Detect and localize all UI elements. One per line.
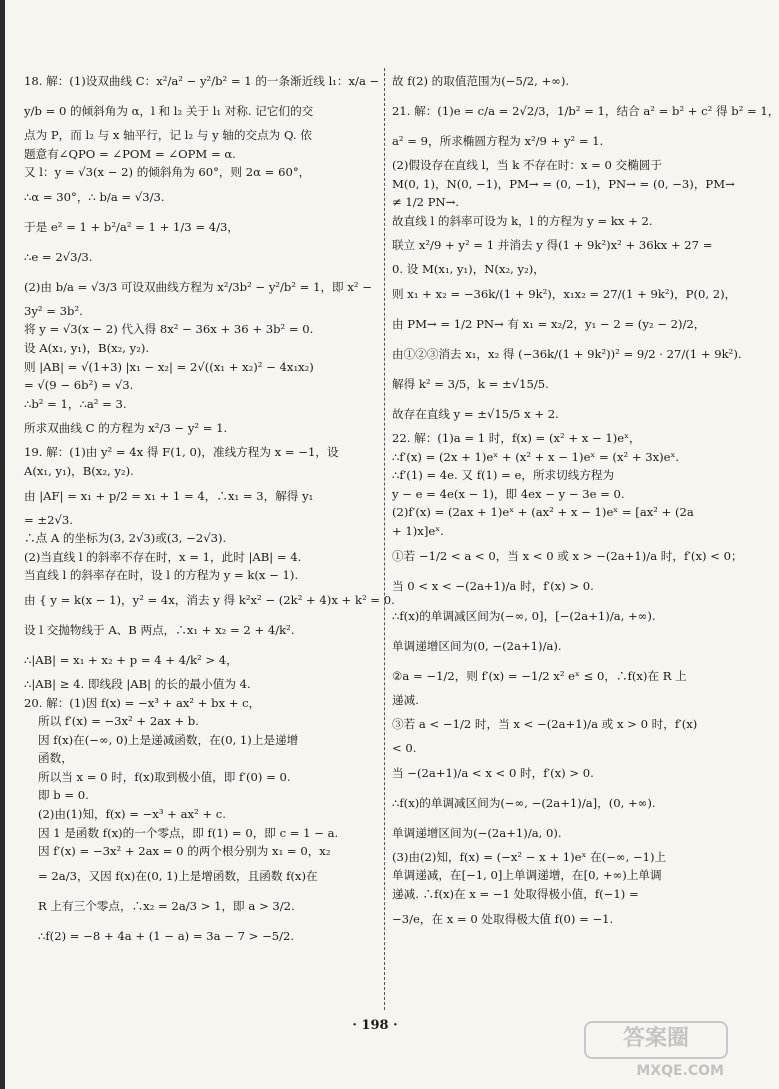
text-line: ③若 a < −1/2 时，当 x < −(2a+1)/a 或 x > 0 时，f′(x) <box>392 717 698 732</box>
text-line: 20. 解：(1)因 f(x) = −x³ + ax² + bx + c， <box>24 695 261 710</box>
text-line: ∴e = 2√3/3. <box>24 249 93 264</box>
text-line: (2)当直线 l 的斜率不存在时，x = 1，此时 |AB| = 4. <box>24 549 302 564</box>
text-line: (3)由(2)知，f(x) = (−x² − x + 1)eˣ 在(−∞, −1)上 <box>392 849 667 864</box>
text-line: 设 l 交抛物线于 A、B 两点，∴x₁ + x₂ = 2 + 4/k². <box>24 622 295 637</box>
text-line: ∴f(x)的单调减区间为(−∞, 0]，[−(2a+1)/a, +∞). <box>392 608 656 623</box>
text-line: + 1)x]eˣ. <box>392 523 444 538</box>
text-line: (2)由 b/a = √3/3 可设双曲线方程为 x²/3b² − y²/b² = 1，即 x² − <box>24 279 372 294</box>
text-line: < 0. <box>392 741 417 756</box>
text-line: 递减. <box>392 692 419 707</box>
text-line: 递减. ∴f(x)在 x = −1 处取得极小值，f(−1) = <box>392 886 639 901</box>
text-line: 3y² = 3b². <box>24 303 83 318</box>
text-line: ②a = −1/2，则 f′(x) = −1/2 x² eˣ ≤ 0，∴f(x)在 R 上 <box>392 668 687 683</box>
text-line: −3/e，在 x = 0 处取得极大值 f(0) = −1. <box>392 911 614 926</box>
text-line: 将 y = √3(x − 2) 代入得 8x² − 36x + 36 + 3b² = 0. <box>24 322 314 337</box>
text-line: 由 |AF| = x₁ + p/2 = x₁ + 1 = 4，∴x₁ = 3，解得 y₁ <box>24 488 314 503</box>
text-line: M(0, 1)，N(0, −1)，PM→ = (0, −1)，PN→ = (0, −3)，PM→ <box>392 176 735 191</box>
text-line: ∴f′(x) = (2x + 1)eˣ + (x² + x − 1)eˣ = (x² + 3x)eˣ. <box>392 449 680 464</box>
watermark-logo: 答案圈 <box>584 1021 728 1059</box>
text-line: (2)假设存在直线 l，当 k 不存在时：x = 0 交椭圆于 <box>392 158 662 172</box>
text-line: 0. 设 M(x₁, y₁)，N(x₂, y₂)， <box>392 262 545 277</box>
text-line: 由 PM→ = 1/2 PN→ 有 x₁ = x₂/2，y₁ − 2 = (y₂ − 2)/2， <box>392 316 706 331</box>
text-line: = √(9 − 6b²) = √3. <box>24 378 134 393</box>
text-line: 单调递增区间为(−(2a+1)/a, 0). <box>392 825 562 840</box>
text-line: (2)f′(x) = (2ax + 1)eˣ + (ax² + x − 1)eˣ = [ax² + (2a <box>392 505 694 520</box>
text-line: ∴f(x)的单调减区间为(−∞, −(2a+1)/a]，(0, +∞). <box>392 795 656 810</box>
text-line: 18. 解：(1)设双曲线 C：x²/a² − y²/b² = 1 的一条渐近线 l₁：x/a − <box>24 74 380 88</box>
text-line: 单调递减，在[−1, 0]上单调递增，在[0, +∞)上单调 <box>392 868 662 883</box>
page-edge-bar <box>0 0 5 1089</box>
text-line: 22. 解：(1)a = 1 时，f(x) = (x² + x − 1)eˣ， <box>392 430 641 445</box>
text-line: 则 x₁ + x₂ = −36k/(1 + 9k²)，x₁x₂ = 27/(1 + 9k²)，P(0, 2)， <box>392 286 737 301</box>
watermark-url: MXQE.COM <box>636 1063 724 1079</box>
text-line: 则 |AB| = √(1+3) |x₁ − x₂| = 2√((x₁ + x₂)² − 4x₁x₂) <box>24 359 314 374</box>
text-line: R 上有三个零点，∴x₂ = 2a/3 > 1，即 a > 3/2. <box>38 898 295 913</box>
text-line: 故 f(2) 的取值范围为(−5/2, +∞). <box>392 74 570 88</box>
text-line: 因 f′(x) = −3x² + 2ax = 0 的两个根分别为 x₁ = 0，x₂ <box>38 844 331 859</box>
text-line: ①若 −1/2 < a < 0，当 x < 0 或 x > −(2a+1)/a 时，f′(x) < 0； <box>392 548 743 563</box>
text-line: 单调递增区间为(0, −(2a+1)/a). <box>392 638 562 653</box>
text-line: ∴α = 30°，∴ b/a = √3/3. <box>24 189 165 204</box>
text-line: A(x₁, y₁)，B(x₂, y₂). <box>24 463 134 478</box>
text-line: = ±2√3. <box>24 512 73 527</box>
text-line: 题意有∠QPO = ∠POM = ∠OPM = α. <box>24 146 236 161</box>
text-line: y − e = 4e(x − 1)，即 4ex − y − 3e = 0. <box>392 486 625 501</box>
text-line: 函数， <box>38 751 73 766</box>
text-line: 于是 e² = 1 + b²/a² = 1 + 1/3 = 4/3， <box>24 219 240 234</box>
text-line: 因 f(x)在(−∞, 0)上是递减函数，在(0, 1)上是递增 <box>38 732 299 747</box>
text-line: 19. 解：(1)由 y² = 4x 得 F(1, 0)，准线方程为 x = −1，设 <box>24 445 339 460</box>
text-line: 所以 f′(x) = −3x² + 2ax + b. <box>38 714 199 729</box>
text-line: 因 1 是函数 f(x)的一个零点，即 f(1) = 0，即 c = 1 − a. <box>38 825 339 840</box>
page-number: · 198 · <box>352 1018 398 1033</box>
text-line: 当 0 < x < −(2a+1)/a 时，f′(x) > 0. <box>392 578 594 593</box>
text-line: 解得 k² = 3/5，k = ±√15/5. <box>392 376 549 391</box>
text-line: 故存在直线 y = ±√15/5 x + 2. <box>392 406 559 421</box>
text-line: 所求双曲线 C 的方程为 x²/3 − y² = 1. <box>24 421 228 436</box>
right-column <box>392 66 779 934</box>
text-line: y/b = 0 的倾斜角为 α，l 和 l₂ 关于 l₁ 对称. 记它们的交 <box>24 104 314 118</box>
text-line: ∴b² = 1，∴a² = 3. <box>24 396 127 411</box>
text-line: 又 l：y = √3(x − 2) 的倾斜角为 60°，则 2α = 60°， <box>24 165 311 180</box>
text-line: 由 { y = k(x − 1)，y² = 4x，消去 y 得 k²x² − (2k² + 4)x + k² = 0. <box>24 592 395 607</box>
text-line: ∴|AB| = x₁ + x₂ + p = 4 + 4/k² > 4， <box>24 652 238 667</box>
text-line: 当 −(2a+1)/a < x < 0 时，f′(x) > 0. <box>392 765 594 780</box>
text-line: 故直线 l 的斜率可设为 k，l 的方程为 y = kx + 2. <box>392 213 653 228</box>
text-line: ∴点 A 的坐标为(3, 2√3)或(3, −2√3). <box>24 531 227 546</box>
text-line: a² = 9，所求椭圆方程为 x²/9 + y² = 1. <box>392 134 604 148</box>
text-line: = 2a/3，又因 f(x)在(0, 1)上是增函数，且函数 f(x)在 <box>38 868 318 883</box>
text-line: 21. 解：(1)e = c/a = 2√2/3，1/b² = 1，结合 a² = b² + c² 得 b² = 1， <box>392 104 779 118</box>
text-line: (2)由(1)知，f(x) = −x³ + ax² + c. <box>38 807 226 822</box>
text-line: ≠ 1/2 PN→. <box>392 195 460 210</box>
column-divider <box>384 68 385 1010</box>
text-line: 当直线 l 的斜率存在时，设 l 的方程为 y = k(x − 1). <box>24 568 299 583</box>
left-column <box>24 66 395 951</box>
text-line: ∴f′(1) = 4e. 又 f(1) = e，所求切线方程为 <box>392 468 615 483</box>
text-line: 联立 x²/9 + y² = 1 并消去 y 得(1 + 9k²)x² + 36kx + 27 = <box>392 238 713 253</box>
text-line: 即 b = 0. <box>38 788 89 803</box>
text-line: ∴|AB| ≥ 4. 即线段 |AB| 的长的最小值为 4. <box>24 676 251 691</box>
text-line: 设 A(x₁, y₁)，B(x₂, y₂). <box>24 340 150 355</box>
text-line: ∴f(2) = −8 + 4a + (1 − a) = 3a − 7 > −5/2. <box>38 928 295 943</box>
text-line: 由①②③消去 x₁，x₂ 得 (−36k/(1 + 9k²))² = 9/2 · 27/(1 + 9k²). <box>392 346 742 361</box>
text-line: 所以当 x = 0 时，f(x)取到极小值，即 f′(0) = 0. <box>38 769 291 784</box>
text-line: 点为 P，而 l₂ 与 x 轴平行，记 l₂ 与 y 轴的交点为 Q. 依 <box>24 128 312 142</box>
